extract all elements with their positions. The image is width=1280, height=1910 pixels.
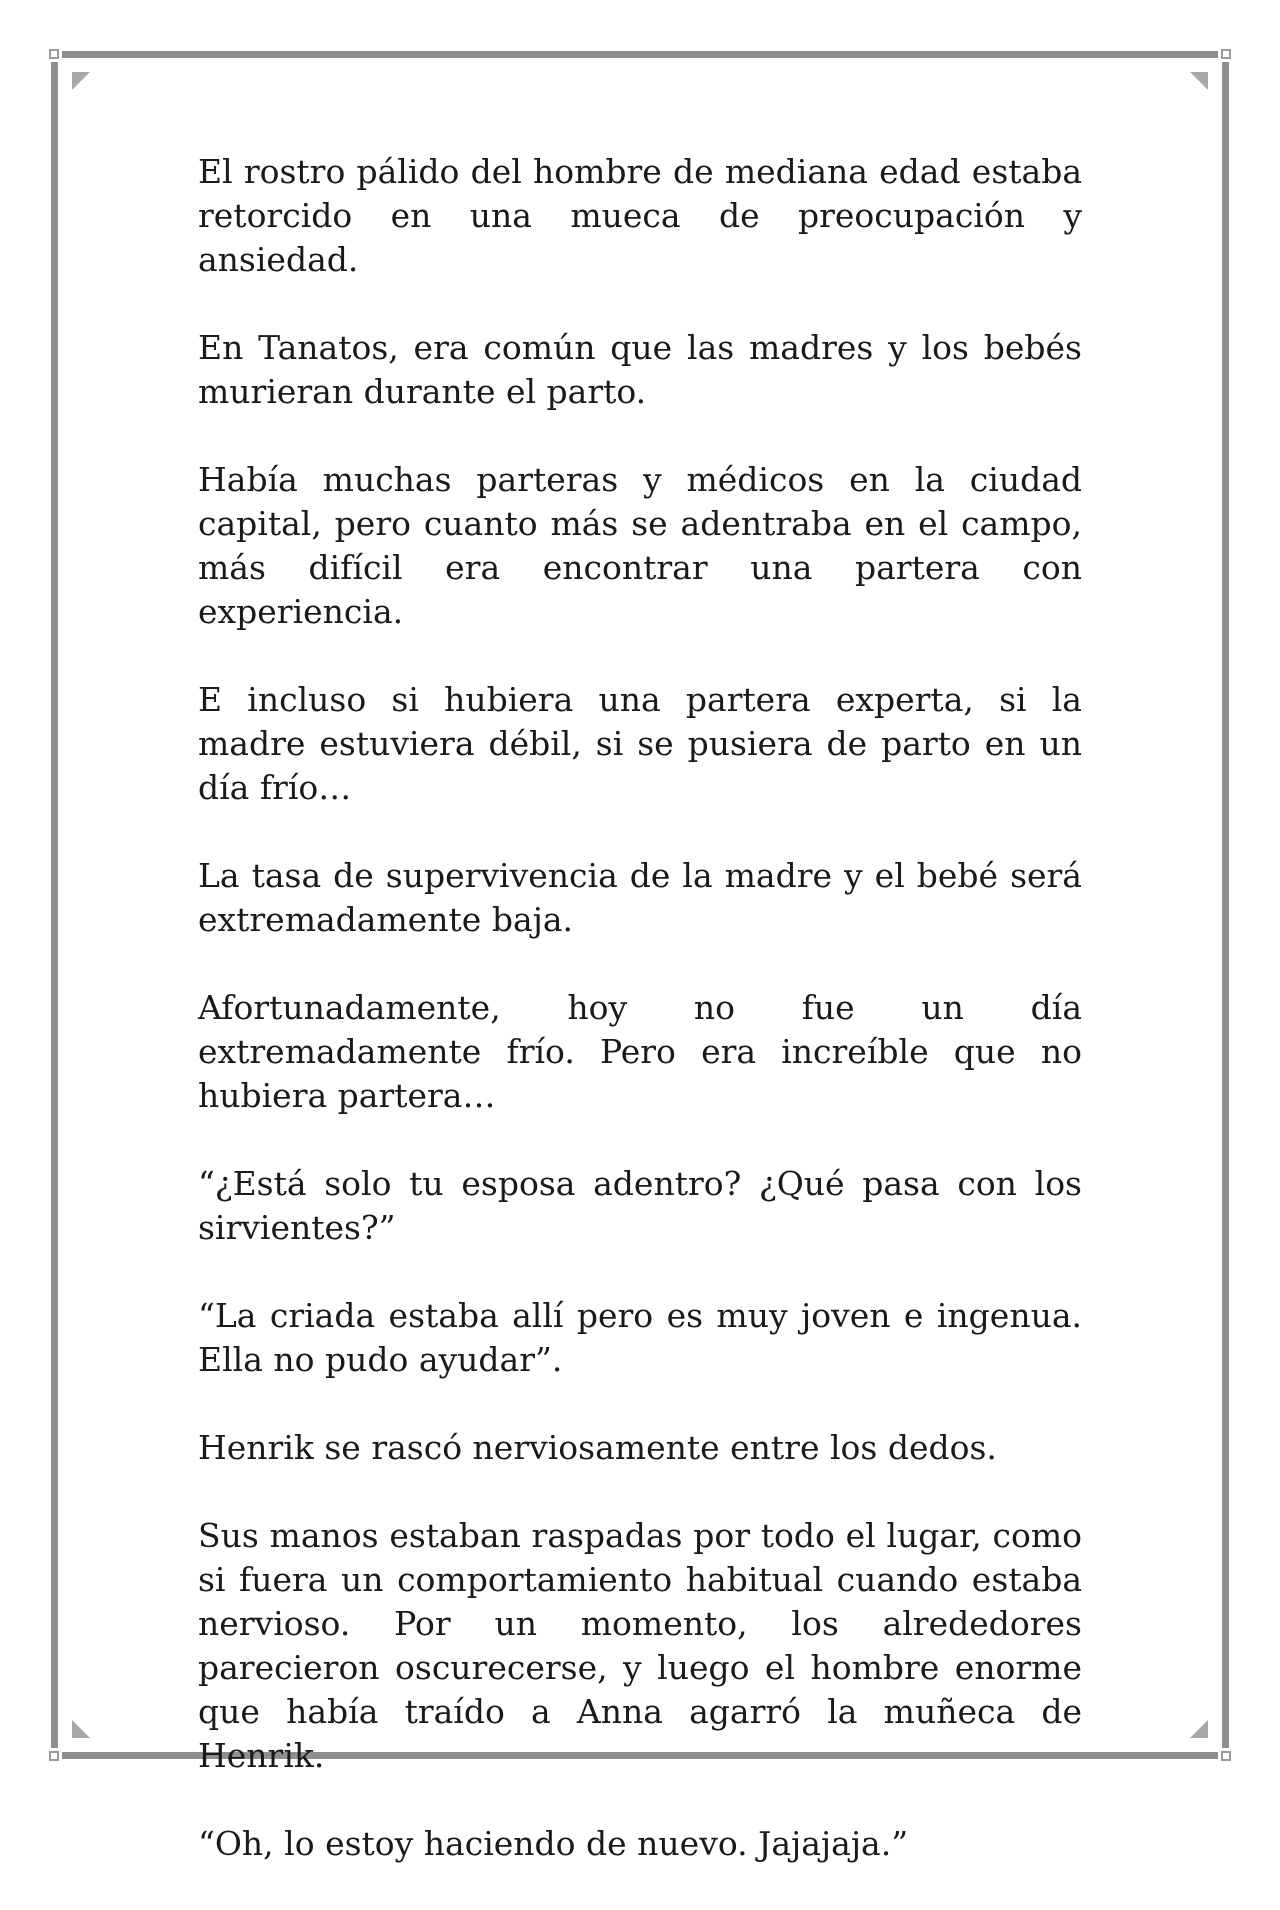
paragraph: E incluso si hubiera una partera experta, si la madre estuviera débil, si se pusiera de parto en un día frío… [198, 680, 1082, 807]
paragraph: “La criada estaba allí pero es muy joven e ingenua. Ella no pudo ayudar”. [198, 1296, 1082, 1379]
paragraph: Sus manos estaban raspadas por todo el lugar, como si fuera un comportamiento habitual cuando estaba nervioso. Por un momento, los alrededores parecieron oscurecerse, y luego el hombre enorme que había traído a Anna agarró la muñeca de Henrik. [198, 1516, 1082, 1775]
corner-square-bottom-right [1221, 1751, 1231, 1761]
frame-border-left [51, 62, 58, 1748]
paragraph: El rostro pálido del hombre de mediana edad estaba retorcido en una mueca de preocupación y ansiedad. [198, 152, 1082, 279]
frame-border-right [1222, 62, 1229, 1748]
paragraph: En Tanatos, era común que las madres y los bebés murieran durante el parto. [198, 328, 1082, 411]
corner-ornament-bottom-right [1190, 1720, 1208, 1738]
paragraph: Henrik se rascó nerviosamente entre los dedos. [198, 1428, 997, 1467]
corner-ornament-top-left [72, 72, 90, 90]
frame-border-top [62, 51, 1218, 58]
page-body-text [198, 150, 1082, 1910]
corner-square-bottom-left [49, 1751, 59, 1761]
corner-ornament-top-right [1190, 72, 1208, 90]
paragraph: Afortunadamente, hoy no fue un día extremadamente frío. Pero era increíble que no hubiera partera… [198, 988, 1082, 1115]
paragraph: “¿Está solo tu esposa adentro? ¿Qué pasa con los sirvientes?” [198, 1164, 1082, 1247]
paragraph: “Oh, lo estoy haciendo de nuevo. Jajajaja.” [198, 1824, 909, 1863]
corner-ornament-bottom-left [72, 1720, 90, 1738]
corner-square-top-right [1221, 49, 1231, 59]
corner-square-top-left [49, 49, 59, 59]
paragraph: La tasa de supervivencia de la madre y el bebé será extremadamente baja. [198, 856, 1082, 939]
paragraph: Había muchas parteras y médicos en la ciudad capital, pero cuanto más se adentraba en el campo, más difícil era encontrar una partera con experiencia. [198, 460, 1082, 631]
